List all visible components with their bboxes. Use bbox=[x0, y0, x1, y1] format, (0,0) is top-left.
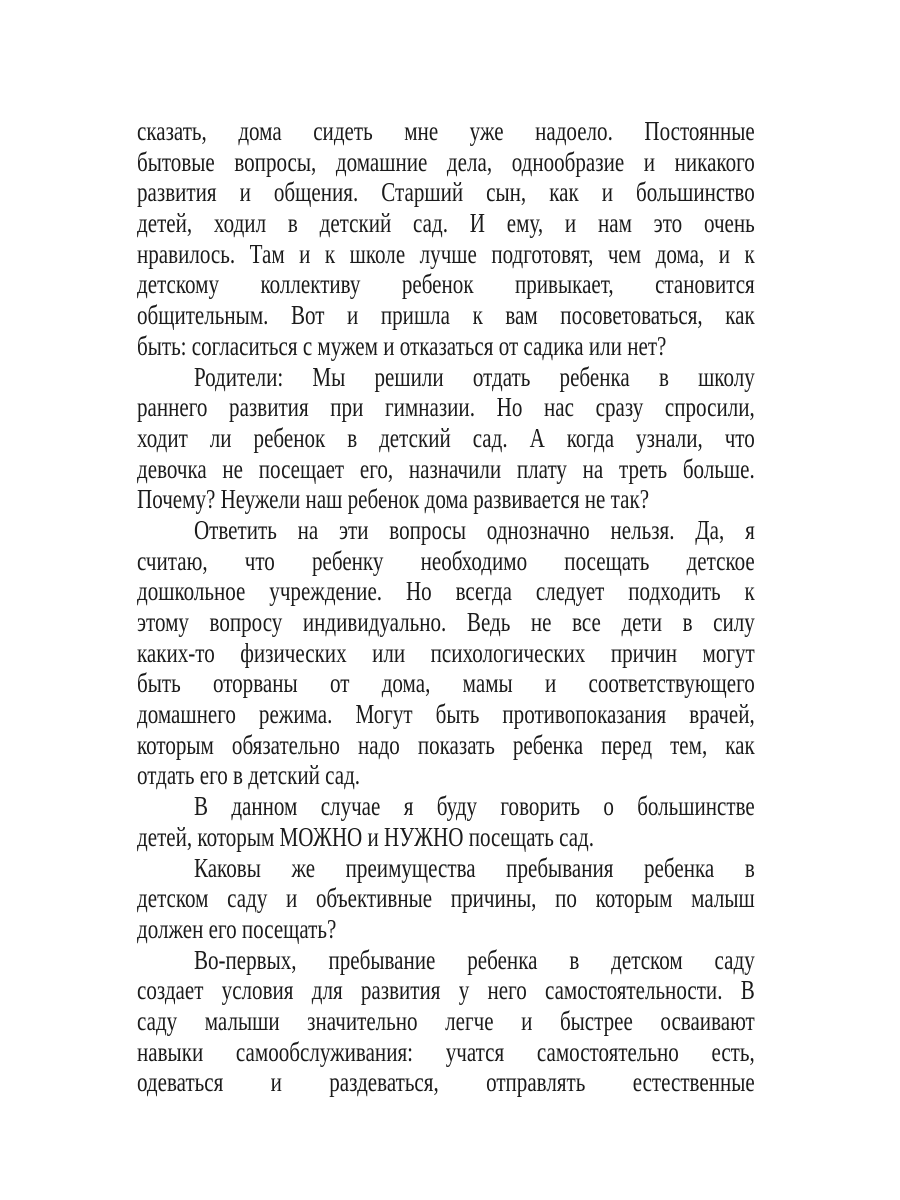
text-line: общительным. Вот и пришла к вам посоветоваться, как bbox=[137, 300, 755, 331]
text-line: саду малыши значительно легче и быстрее осваивают bbox=[137, 1005, 755, 1036]
text-line: Во-первых, пребывание ребенка в детском саду bbox=[193, 944, 755, 975]
text-line: Ответить на эти вопросы однозначно нельзя. Да, я bbox=[193, 514, 755, 545]
text-line: детей, которым МОЖНО и НУЖНО посещать сад. bbox=[137, 821, 595, 852]
text-line: дошкольное учреждение. Но всегда следует подходить к bbox=[137, 576, 755, 607]
text-line: считаю, что ребенку необходимо посещать детское bbox=[137, 545, 755, 576]
text-line: нравилось. Там и к школе лучше подготовят, чем дома, и к bbox=[137, 238, 755, 269]
text-line: Каковы же преимущества пребывания ребенка в bbox=[193, 852, 755, 883]
text-line: В данном случае я буду говорить о большинстве bbox=[193, 791, 755, 822]
text-line: бытовые вопросы, домашние дела, однообразие и никакого bbox=[137, 146, 755, 177]
text-line: отдать его в детский сад. bbox=[137, 760, 361, 791]
text-line: сказать, дома сидеть мне уже надоело. Постоянные bbox=[137, 116, 755, 146]
text-line: этому вопросу индивидуально. Ведь не все дети в силу bbox=[137, 607, 755, 637]
text-line: ходит ли ребенок в детский сад. А когда узнали, что bbox=[137, 422, 755, 453]
text-line: девочка не посещает его, назначили плату на треть больше. bbox=[137, 453, 755, 484]
text-line: быть: согласиться с мужем и отказаться от садика или нет? bbox=[137, 330, 667, 361]
text-line: навыки самообслуживания: учатся самостоятельно есть, bbox=[137, 1036, 755, 1067]
text-line: развития и общения. Старший сын, как и большинство bbox=[137, 177, 755, 208]
text-line: раннего развития при гимназии. Но нас сразу спросили, bbox=[137, 392, 755, 423]
text-line: домашнего режима. Могут быть противопоказания врачей, bbox=[137, 699, 755, 730]
text-line: создает условия для развития у него самостоятельности. В bbox=[137, 975, 755, 1006]
text-line: детскому коллективу ребенок привыкает, становится bbox=[137, 269, 755, 300]
text-line: которым обязательно надо показать ребенка перед тем, как bbox=[137, 729, 755, 760]
text-line: Родители: Мы решили отдать ребенка в школу bbox=[193, 361, 755, 392]
text-line: детском саду и объективные причины, по которым малыш bbox=[137, 883, 755, 914]
text-line: одеваться и раздеваться, отправлять естественные bbox=[137, 1067, 755, 1098]
text-line: должен его посещать? bbox=[137, 913, 337, 944]
text-line: детей, ходил в детский сад. И ему, и нам это очень bbox=[137, 208, 755, 239]
text-line: быть оторваны от дома, мамы и соответствующего bbox=[137, 668, 755, 699]
text-block bbox=[137, 116, 755, 1098]
text-line: Почему? Неужели наш ребенок дома развивается не так? bbox=[137, 484, 650, 515]
text-line: каких-то физических или психологических причин могут bbox=[137, 637, 755, 668]
